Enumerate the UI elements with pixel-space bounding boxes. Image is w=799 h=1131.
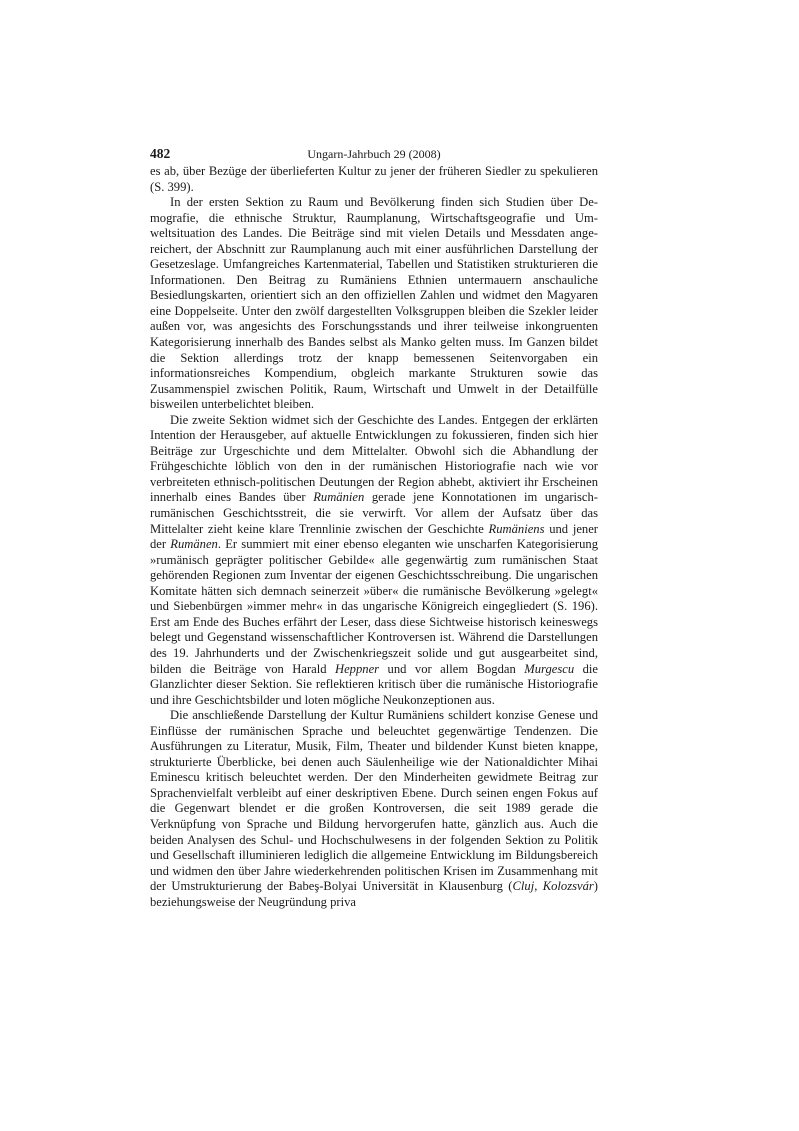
text-run: die Glanzlichter dieser Sektion. Sie reflektieren kritisch über die rumänische Historiografie und ihre Geschichtsbilder und loten mögliche Neukonzeptionen aus. <box>150 661 598 707</box>
body-text <box>150 164 598 910</box>
text-run: . Er summiert mit einer ebenso eleganten wie unscharfen Kategorisierung »rumänisch geprägter politischer Gebilde« alle gegenwärtig zum rumänischen Staat gehörenden Regionen zum Inventar der eigenen Geschichtsschreibung. Die ungarischen Komitate hätten sich demnach seinerzeit »über« die rumänische Bevölkerung »gelegt« und Siebenbürgen »immer mehr« in das ungarische Königreich eingegliedert (S. 196). Erst am Ende des Buches erfährt der Leser, dass diese Sichtweise historisch keineswegs belegt und Gegenstand wissenschaftlicher Kontroversen ist. Während die Darstellungen des 19. Jahrhunderts und der Zwischenkriegszeit solide und gut ausgearbeitet sind, bilden die Beiträge von Harald <box>150 537 598 676</box>
italic-text: Cluj <box>512 879 535 894</box>
text-run: , <box>534 879 543 894</box>
text-run: und vor allem Bogdan <box>379 661 525 676</box>
running-title: Ungarn-Jahrbuch 29 (2008) <box>307 147 441 161</box>
text-run: In der ersten Sektion zu Raum und Bevölkerung finden sich Studien über Demografie, die ethnische Struktur, Raumplanung, Wirtschaftsgeografie und Umweltsituation des Landes. Die Beiträge sind mit vielen Details und Messdaten angereichert, der Abschnitt zur Raumplanung auch mit einer ausführlichen Darstellung der Gesetzeslage. Umfangreiches Kartenmaterial, Tabellen und Statistiken strukturieren die Informationen. Den Beitrag zu Rumäniens Ethnien untermauern anschauliche Besiedlungskarten, orientiert sich an den offiziellen Zahlen und widmet den Magyaren eine Doppelseite. Unter den zwölf dargestellten Volksgruppen bleiben die Szekler leider außen vor, was angesichts des Forschungsstands und ihrer teilweise inkongruenten Kategorisierung innerhalb des Bandes selbst als Manko gelten muss. Im Ganzen bildet die Sektion allerdings trotz der knapp bemessenen Seitenvorgaben ein informationsreiches Kompendium, obgleich markante Strukturen sowie das Zusammenspiel zwischen Politik, Raum, Wirtschaft und Umwelt in der Detailfülle bisweilen unterbelichtet bleiben. <box>150 195 598 412</box>
italic-text: Rumänien <box>313 490 365 505</box>
italic-text: Rumäniens <box>488 521 545 536</box>
italic-text: Kolozsvár <box>542 879 594 894</box>
paragraph <box>150 413 598 708</box>
italic-text: Murgescu <box>524 661 575 676</box>
page-header <box>150 146 598 164</box>
paragraph <box>150 195 598 413</box>
text-run: Die anschließende Darstellung der Kultur Rumäniens schildert konzise Genese und Einflüsse der rumänischen Sprache und beleuchtet gegenwärtige Tendenzen. Die Ausführungen zu Literatur, Musik, Film, Theater und bildender Kunst bieten knappe, strukturierte Überblicke, bei denen auch Säulenheilige wie der Nationaldichter Mihai Eminescu kritisch beleuchtet werden. Der den Minderheiten gewidmete Beitrag zur Sprachenvielfalt verbleibt auf einer deskriptiven Ebene. Durch seinen engen Fokus auf die Gegenwart blendet er die großen Kontroversen, die seit 1989 gerade die Verknüpfung von Sprache und Bildung hervorgerufen hatte, gänzlich aus. Auch die beiden Analysen des Schul- und Hochschulwesens in der folgenden Sektion zu Politik und Gesellschaft illuminieren lediglich die allgemeine Entwicklung im Bildungsbereich und widmen den über Jahre wiederkehrenden politischen Krisen im Zusammenhang mit der Umstrukturierung der Babeş-Bolyai Universität in Klausenburg ( <box>150 708 598 894</box>
text-run: es ab, über Bezüge der überlieferten Kultur zu jener der früheren Siedler zu spekulieren (S. 399). <box>150 164 598 194</box>
document-page <box>150 146 598 910</box>
paragraph <box>150 708 598 910</box>
text-run: ) beziehungsweise der Neugründung priva <box>150 879 598 909</box>
page-number: 482 <box>150 146 171 161</box>
text-run: und jener der <box>150 521 598 552</box>
paragraph <box>150 164 598 195</box>
text-run: gerade jene Konnotationen im ungarisch-rumänischen Geschichtsstreit, die sie verwirft. Vor allem der Aufsatz über das Mittelalter zieht keine klare Trennlinie zwischen der Geschichte <box>150 490 598 536</box>
italic-text: Rumänen <box>170 537 218 552</box>
text-run: Die zweite Sektion widmet sich der Geschichte des Landes. Entgegen der erklärten Intention der Herausgeber, auf aktuelle Entwicklungen zu fokussieren, finden sich hier Beiträge zur Urgeschichte und dem Mittelalter. Obwohl sich die Abhandlung der Frühgeschichte löblich von den in der rumänischen Historiografie nach wie vor verbreiteten ethnisch-politischen Deutungen der Region abhebt, aktiviert ihr Erscheinen innerhalb eines Bandes über <box>150 412 598 505</box>
italic-text: Heppner <box>335 661 380 676</box>
